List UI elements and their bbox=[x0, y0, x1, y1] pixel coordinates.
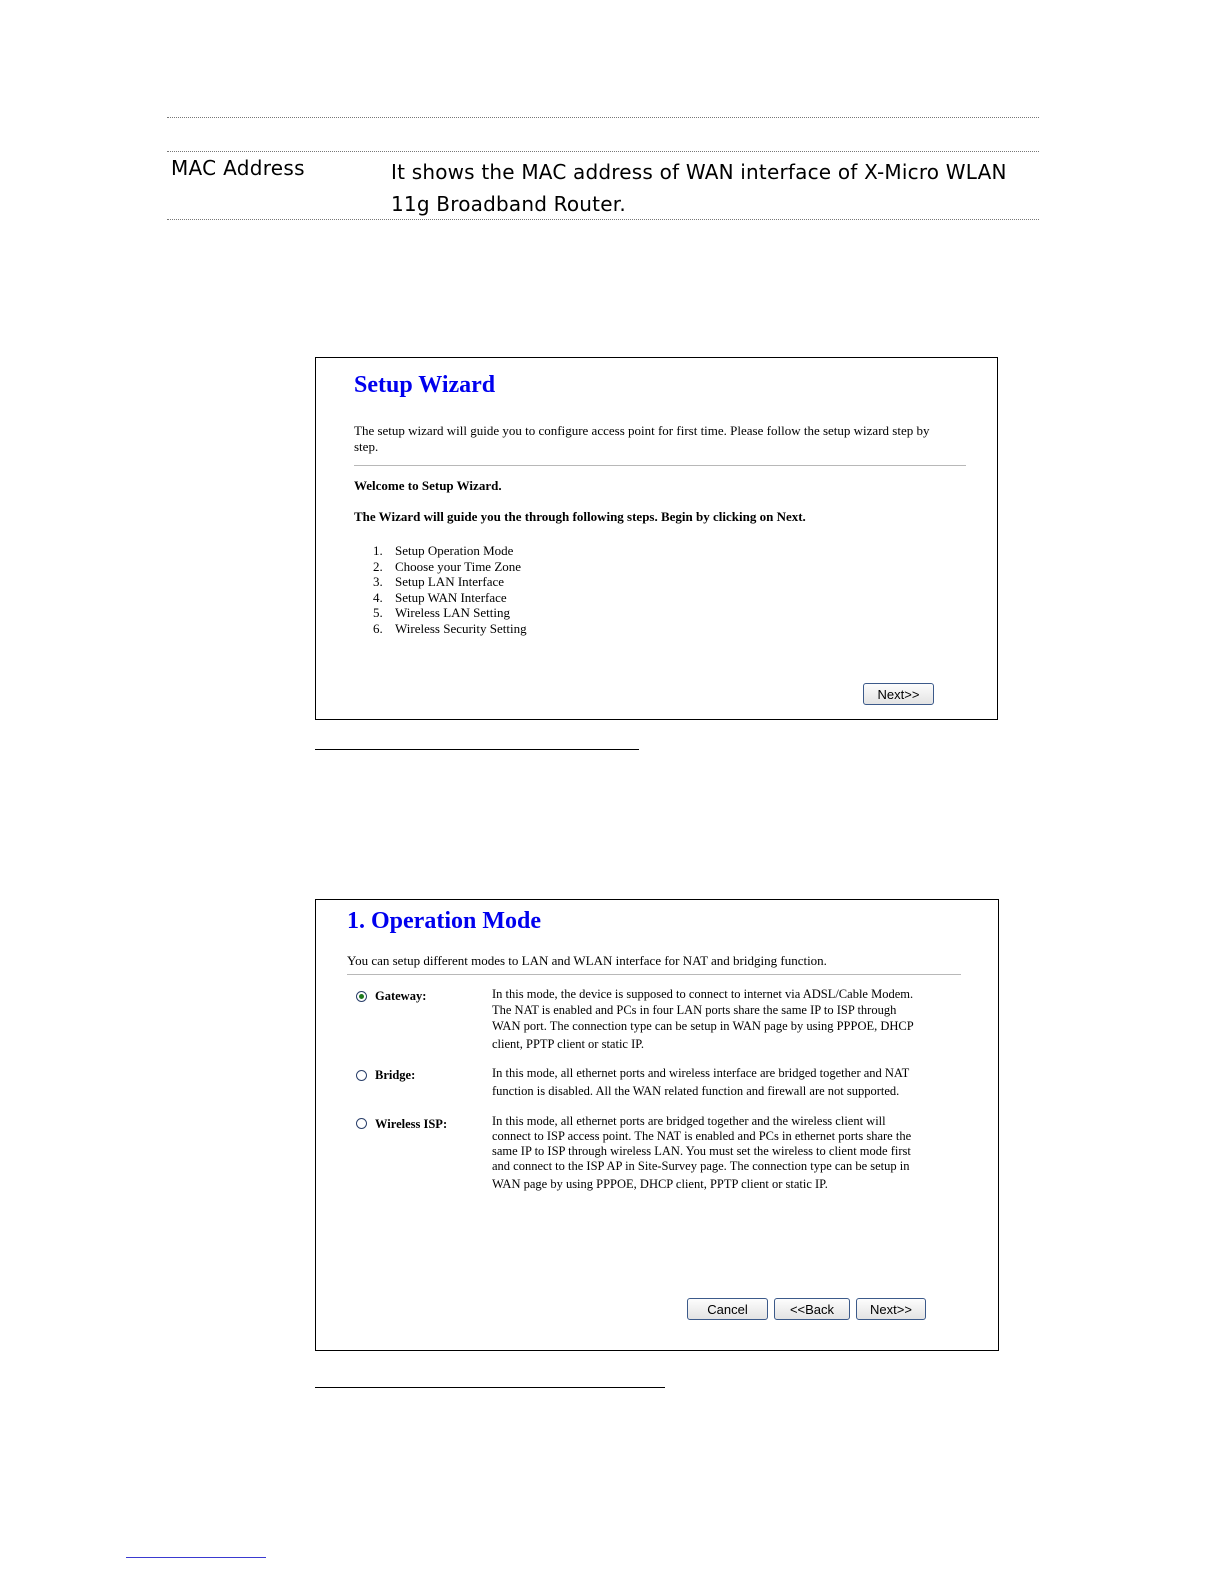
step-number: 4. bbox=[373, 589, 383, 605]
step-label: Choose your Time Zone bbox=[395, 558, 522, 574]
operation-mode-divider bbox=[347, 974, 961, 975]
step-label: Setup WAN Interface bbox=[395, 589, 507, 605]
description-line: client, PPTP client or static IP. bbox=[492, 1037, 644, 1051]
description-line: In this mode, the device is supposed to connect to internet via ADSL/Cable Modem. bbox=[492, 987, 914, 1001]
description-line: connect to ISP access point. The NAT is enabled and PCs in ethernet ports share the bbox=[492, 1129, 912, 1143]
wireless-isp-radio[interactable] bbox=[356, 1118, 367, 1129]
description-line: and connect to the ISP AP in Site-Survey page. The connection type can be setup in bbox=[492, 1159, 910, 1173]
description-line: WAN port. The connection type can be setup in WAN page by using PPPOE, DHCP bbox=[492, 1019, 914, 1033]
definition-description-line: 11g Broadband Router. bbox=[391, 192, 626, 216]
header-rule bbox=[167, 117, 1039, 118]
bridge-label: Bridge: bbox=[375, 1068, 416, 1082]
operation-mode-title: 1. Operation Mode bbox=[347, 908, 541, 934]
operation-mode-intro: You can setup different modes to LAN and WLAN interface for NAT and bridging function. bbox=[347, 953, 827, 968]
list-item bbox=[373, 590, 527, 606]
intro-line: The setup wizard will guide you to configure access point for first time. Please follow the setup wizard step by bbox=[354, 423, 930, 438]
description-line: The NAT is enabled and PCs in four LAN ports share the same IP to ISP through bbox=[492, 1003, 897, 1017]
wireless-isp-label: Wireless ISP: bbox=[375, 1117, 448, 1131]
cancel-button[interactable]: Cancel bbox=[687, 1298, 768, 1320]
description-line: same IP to ISP through wireless LAN. You must set the wireless to client mode first bbox=[492, 1144, 911, 1158]
bridge-description bbox=[492, 1065, 962, 1099]
operation-mode-panel bbox=[315, 899, 999, 1351]
step-label: Setup Operation Mode bbox=[395, 543, 514, 558]
step-label: Setup LAN Interface bbox=[395, 574, 505, 589]
setup-wizard-title: Setup Wizard bbox=[354, 372, 496, 398]
step-number: 5. bbox=[373, 605, 383, 620]
step-number: 2. bbox=[373, 558, 383, 574]
gateway-description bbox=[492, 986, 962, 1052]
list-item bbox=[373, 605, 527, 621]
description-line: WAN page by using PPPOE, DHCP client, PPTP client or static IP. bbox=[492, 1177, 828, 1191]
gateway-radio[interactable] bbox=[356, 991, 367, 1002]
table-bottom-rule bbox=[167, 219, 1039, 220]
step-number: 1. bbox=[373, 543, 383, 558]
gateway-label: Gateway: bbox=[375, 989, 427, 1003]
definition-description-line: It shows the MAC address of WAN interface of X-Micro WLAN bbox=[391, 160, 1007, 184]
table-top-rule bbox=[167, 151, 1039, 152]
step-number: 3. bbox=[373, 574, 383, 589]
caption-underline bbox=[315, 1387, 665, 1388]
back-button[interactable]: <<Back bbox=[774, 1298, 850, 1320]
footer-rule bbox=[126, 1557, 266, 1558]
intro-line: step. bbox=[354, 439, 379, 454]
list-item bbox=[373, 543, 527, 559]
next-button[interactable]: Next>> bbox=[863, 683, 934, 705]
definition-description bbox=[391, 156, 1031, 220]
welcome-text: Welcome to Setup Wizard. bbox=[354, 478, 502, 493]
step-number: 6. bbox=[373, 620, 383, 636]
description-line: function is disabled. All the WAN related function and firewall are not supported. bbox=[492, 1084, 900, 1098]
setup-wizard-panel bbox=[315, 357, 998, 720]
description-line: In this mode, all ethernet ports are bridged together and the wireless client will bbox=[492, 1114, 886, 1128]
wizard-divider bbox=[354, 465, 966, 466]
list-item bbox=[373, 559, 527, 575]
list-item bbox=[373, 574, 527, 590]
step-label: Wireless LAN Setting bbox=[395, 605, 511, 620]
list-item bbox=[373, 621, 527, 637]
description-line: In this mode, all ethernet ports and wireless interface are bridged together and NAT bbox=[492, 1066, 910, 1080]
step-label: Wireless Security Setting bbox=[395, 620, 527, 636]
wireless-isp-description bbox=[492, 1114, 962, 1192]
setup-wizard-intro bbox=[354, 423, 984, 455]
bridge-radio[interactable] bbox=[356, 1070, 367, 1081]
definition-term: MAC Address bbox=[171, 156, 305, 180]
next-button[interactable]: Next>> bbox=[856, 1298, 926, 1320]
caption-underline bbox=[315, 749, 639, 750]
wizard-steps-list bbox=[373, 543, 527, 636]
guide-text: The Wizard will guide you the through following steps. Begin by clicking on Next. bbox=[354, 509, 806, 524]
